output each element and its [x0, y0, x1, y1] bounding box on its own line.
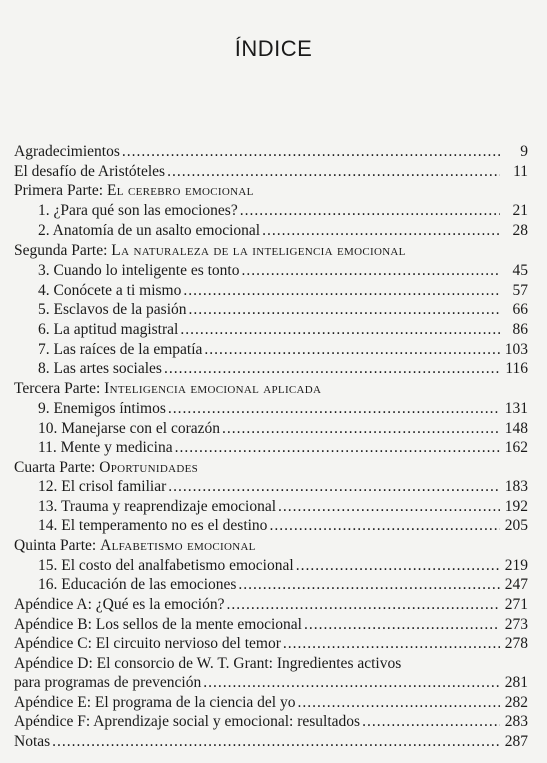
- toc-entry[interactable]: [14, 732, 528, 752]
- leader-dots: [168, 399, 500, 419]
- page-title: ÍNDICE: [234, 36, 313, 61]
- entry-label: 12. El crisol familiar: [38, 478, 167, 495]
- toc-entry[interactable]: [38, 575, 528, 595]
- entry-page: 28: [512, 222, 528, 239]
- part-title: El cerebro emocional: [106, 182, 254, 199]
- part-heading: [14, 536, 256, 556]
- part-title: Oportunidades: [99, 459, 199, 476]
- toc-entry[interactable]: [38, 320, 528, 340]
- part-prefix: Primera Parte:: [14, 182, 107, 199]
- entry-page: 148: [504, 420, 528, 437]
- toc-entry[interactable]: [14, 615, 528, 635]
- leader-dots: [226, 595, 500, 615]
- entry-page: 205: [504, 517, 528, 534]
- leader-dots: [203, 673, 500, 693]
- part-prefix: Segunda Parte:: [14, 242, 112, 259]
- leader-dots: [204, 340, 500, 360]
- toc-entry[interactable]: [38, 497, 528, 517]
- toc-entry[interactable]: [38, 359, 528, 379]
- entry-label: 14. El temperamento no es el destino: [38, 517, 268, 534]
- leader-dots: [269, 516, 500, 536]
- part-heading: [14, 458, 198, 478]
- toc-entry[interactable]: [38, 261, 528, 281]
- entry-label: 3. Cuando lo inteligente es tonto: [38, 262, 240, 279]
- entry-page: 11: [513, 163, 528, 180]
- toc-entry[interactable]: [14, 142, 528, 162]
- leader-dots: [175, 438, 500, 458]
- toc-entry[interactable]: [38, 399, 528, 419]
- leader-dots: [183, 281, 500, 301]
- entry-label: El desafío de Aristóteles: [14, 163, 166, 180]
- toc-entry[interactable]: [14, 634, 528, 654]
- entry-label: Apéndice C: El circuito nervioso del temor: [14, 635, 281, 652]
- leader-dots: [52, 732, 500, 752]
- toc-entry[interactable]: [14, 595, 528, 615]
- entry-page: 66: [512, 301, 528, 318]
- toc-entry[interactable]: [38, 201, 528, 221]
- entry-page: 273: [504, 616, 528, 633]
- leader-dots: [362, 712, 500, 732]
- entry-page: 9: [520, 143, 528, 160]
- toc-entry[interactable]: [14, 712, 528, 732]
- entry-label: Agradecimientos: [14, 143, 120, 160]
- leader-dots: [240, 201, 500, 221]
- entry-label: 15. El costo del analfabetismo emocional: [38, 557, 294, 574]
- part-heading: [14, 379, 321, 399]
- part-heading: [14, 181, 254, 201]
- entry-page: 21: [512, 202, 528, 219]
- toc-entry[interactable]: [14, 673, 528, 693]
- part-prefix: Cuarta Parte:: [14, 459, 100, 476]
- part-title: La naturaleza de la inteligencia emocional: [111, 242, 406, 259]
- entry-page: 103: [504, 341, 528, 358]
- entry-label: 5. Esclavos de la pasión: [38, 301, 187, 318]
- entry-page: 131: [504, 400, 528, 417]
- toc-entry[interactable]: [38, 340, 528, 360]
- toc-entry[interactable]: [38, 419, 528, 439]
- leader-dots: [180, 320, 500, 340]
- part-title: Alfabetismo emocional: [100, 537, 256, 554]
- part-heading: [14, 241, 406, 261]
- entry-page: 282: [504, 694, 528, 711]
- part-title: Inteligencia emocional aplicada: [104, 380, 322, 397]
- entry-page: 57: [512, 282, 528, 299]
- leader-dots: [168, 477, 500, 497]
- entry-label: Apéndice A: ¿Qué es la emoción?: [14, 596, 225, 613]
- entry-page: 183: [504, 478, 528, 495]
- entry-page: 162: [504, 439, 528, 456]
- entry-page: 287: [504, 733, 528, 750]
- entry-label: 9. Enemigos íntimos: [38, 400, 166, 417]
- leader-dots: [238, 575, 500, 595]
- entry-label: 13. Trauma y reaprendizaje emocional: [38, 498, 277, 515]
- toc-entry[interactable]: [38, 556, 528, 576]
- entry-page: 86: [512, 321, 528, 338]
- entry-label: Apéndice F: Aprendizaje social y emocional: resultados: [14, 713, 361, 730]
- entry-page: 247: [504, 576, 528, 593]
- leader-dots: [167, 162, 500, 182]
- entry-label: 1. ¿Para qué son las emociones?: [38, 202, 238, 219]
- entry-label: 6. La aptitud magistral: [38, 321, 179, 338]
- leader-dots: [304, 615, 500, 635]
- toc-entry[interactable]: [38, 438, 528, 458]
- entry-label: Apéndice E: El programa de la ciencia del yo: [14, 694, 296, 711]
- leader-dots: [296, 556, 500, 576]
- entry-page: 281: [504, 674, 528, 691]
- toc-entry[interactable]: [38, 300, 528, 320]
- toc-entry-text[interactable]: Apéndice D: El consorcio de W. T. Grant: Ingredientes activos: [14, 655, 402, 672]
- entry-label: 7. Las raíces de la empatía: [38, 341, 203, 358]
- leader-dots: [278, 497, 500, 517]
- toc-entry[interactable]: [38, 477, 528, 497]
- leader-dots: [241, 261, 500, 281]
- leader-dots: [189, 300, 500, 320]
- toc-entry[interactable]: [14, 162, 528, 182]
- toc-entry[interactable]: [38, 516, 528, 536]
- toc-entry[interactable]: [14, 693, 528, 713]
- part-prefix: Tercera Parte:: [14, 380, 105, 397]
- entry-label: Apéndice B: Los sellos de la mente emocional: [14, 616, 302, 633]
- leader-dots: [283, 634, 500, 654]
- entry-page: 116: [505, 360, 528, 377]
- entry-page: 278: [504, 635, 528, 652]
- leader-dots: [222, 419, 500, 439]
- entry-label: 10. Manejarse con el corazón: [38, 420, 221, 437]
- toc-entry[interactable]: [38, 281, 528, 301]
- entry-page: 45: [512, 262, 528, 279]
- entry-label: 2. Anatomía de un asalto emocional: [38, 222, 261, 239]
- leader-dots: [164, 359, 500, 379]
- entry-page: 271: [504, 596, 528, 613]
- toc-entry[interactable]: [38, 221, 528, 241]
- entry-label: 16. Educación de las emociones: [38, 576, 237, 593]
- entry-page: 192: [504, 498, 528, 515]
- entry-page: 283: [504, 713, 528, 730]
- entry-label: 4. Conócete a ti mismo: [38, 282, 182, 299]
- entry-label: 11. Mente y medicina: [38, 439, 173, 456]
- entry-label: Notas: [14, 733, 51, 750]
- part-prefix: Quinta Parte:: [14, 537, 101, 554]
- leader-dots: [262, 221, 500, 241]
- entry-page: 219: [504, 557, 528, 574]
- entry-label: para programas de prevención: [14, 674, 202, 691]
- leader-dots: [122, 142, 500, 162]
- leader-dots: [297, 693, 500, 713]
- entry-label: 8. Las artes sociales: [38, 360, 162, 377]
